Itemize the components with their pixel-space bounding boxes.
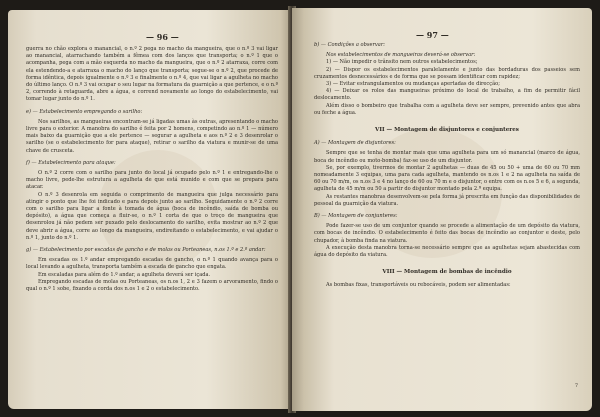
- paragraph: Em escaladas para além do 1.º andar, a agulheta deverá ser içada.: [38, 271, 211, 278]
- paragraph: guerra no chão explora o manancial, o n.º 2 pega no macho da mangueira, que o n.º 3 vai ligar ao manancial, atarrachando também a fêmea com dos lanços que transporta; o n.º 1 que o acompanha, pega com a mão esquerda no macho da mangueira, que o n.º 2 atarraxa, corre com ela estendendo-a e atarraxa o macho do lanço que transporta; segue-se o n.º 2, que procede de forma idêntica, depois igualmente o n.º 3 e finalmente o n.º 4, que vai ligar a agulheta no macho do último lanço. O n.º 3 vai ocupar o seu lugar na formatura da guarnição a que pertence, e o n.º 2, correndo à retaguarda, abre a água, e corrend novamente ao longo do estabelecimento, vai tomar lugar junto do n.º 1.: [26, 46, 278, 103]
- paragraph: O n.º 3 desenrola em seguida o comprimento de mangueira que julga necessário para atingir o ponto que lhe foi indicado e para depois junto ao sarilho. Seguidamente o n.º 2 corre com o sarilho para ligar a fonte à tomada de água (boca de incêndio, saída de bomba ou depósito), a água que começa a fluir-se, o n.º 1 corta de que o troço de mangueira que desenrolou já não pedem ser puxado pelo deslocamento do sarilho, evita mostrar ao n.º 2 que deve abrir a água, corre ao longo da mangueira, endireitando o estabelecimento, e vai ajudar o n.º 1, junto do n.º 1.: [26, 191, 278, 241]
- subheading: A) — Montagem de disjuntores:: [314, 140, 396, 147]
- paragraph: Empregando escadas de molas ou Porteaneas, os n.os 1, 2 e 3 fazem o arvoramento, findo o qual o n.º 1 sobe, fixando a corda dos n.os 1 e 2 o estabelecimento.: [26, 278, 278, 293]
- subheading: B) — Montagem de conjunteres:: [314, 213, 398, 220]
- list-item: 3) — Evitar estrangulamentos ou mudanças apertadas de direcção;: [326, 81, 500, 88]
- paragraph: O n.º 2 corre com o sarilho para junto do local já ocupado pelo n.º 1 e entregando-lhe o macho livre, pede-lhe estrutura a agulheta de que está munido e com que se prepara para atacar.: [26, 170, 278, 191]
- subheading: e) — Estabelecimento empregando o sarilho:: [26, 108, 143, 115]
- left-page: [8, 10, 292, 409]
- paragraph: Pode fazer-se uso de um conjuntor quando se procede a alimentação de um depósito da viatura, com bocas de incêndio. O estabelecimento é feito das bocas de incêndio ao conjuntor e deste, pelo chupador, à bomba finda na viatura.: [314, 223, 580, 244]
- left-page-number: — 96 —: [146, 32, 179, 42]
- right-page-number: — 97 —: [416, 30, 449, 40]
- right-page-body: [314, 42, 580, 290]
- left-page-body: [26, 46, 278, 293]
- right-page: [292, 8, 592, 411]
- paragraph: Além disso o bombeiro que trabalha com a agulheta deve ser sempre, prevenido antes que abra ou feche a água.: [314, 102, 580, 116]
- list-item: 2) — Dispor os estabelecimentos paralelamente e junto das bordaduras dos passeios sem cruzamentos desnecessários e de forma que se possam identificar com rapidez;: [314, 66, 580, 80]
- subheading: f) — Estabelecimento para ataque:: [26, 159, 116, 166]
- paragraph: Em escadas os 1.º andar empregando escadas de gancho, o n.º 1 quando avança para o local levando a agulheta, transporta também a escada de gancho que engata.: [26, 257, 278, 271]
- paragraph: Nos sarilhos, as mangueiras encontram-se já ligadas umas às outras, apresentando o macho livre para o exterior. A manobra do sarilho é feita por 2 homens, competindo ao n.º 1 — número mais baixo da guarnição que a ele pertence — segurar a agulheta e aos n.º 2 e 3 desenrolar o sarilho (se o estabelecimento for para ataque), retirar o sarilho da viatura e munir-se de uma chave de crusceta.: [26, 118, 278, 154]
- section-title: VIII — Montagem de bombas de incêndio: [382, 269, 512, 276]
- paragraph: As bombas fixas, transportáveis ou rebocáveis, podem ser alimentadas:: [326, 282, 511, 289]
- footer-mark: 7: [574, 383, 578, 389]
- paragraph: A execução desta manobra torna-se necessário sempre que as agulhetas sejam abastecidas com água do depósito da viatura.: [314, 244, 580, 259]
- paragraph: As restantes manobras desenvolvem-se pela forma já prescrita em função das disponibilidades de pessoal da guarnição da viatura.: [314, 193, 580, 207]
- subheading: g) — Estabelecimento por escadas de gancho e de molas ou Porteaneas, n.os 1.º e 2.º andar:: [26, 247, 266, 254]
- list-item: 4) — Deixar os rolos das mangueiras próximo do local de trabalho, a fim de permitir fácil deslocamento.: [314, 88, 580, 102]
- subheading: b) — Condições a observar:: [314, 42, 385, 48]
- paragraph: Se, por exemplo, tivermos de montar 2 agulhetas — duas de 45 ou 50 + uma de 60 ou 70 mm nomeadamente 3 equipas, uma para cada agulheta, mantendo os n.os 1 e 2 na agulheta na saída de 60 ou 70 m/m, os n.os 3 e 4 no lanço de 60 ou 70 m e o disjuntor, o entre com os n.os 5 e 6, a segunda, agulheta de 45 m/m ou 50 a partir do disjuntor montado pela 2.ª equipa.: [314, 164, 580, 193]
- paragraph: Nos estabelecimentos de mangueiras deverá-se observar:: [326, 52, 476, 59]
- paragraph: Sempre que se tenha de montar mais que uma agulheta para um só manancial (marco de água, boca de incêndio ou moto-bomba) faz-se uso de um disjuntor.: [314, 150, 580, 164]
- section-title: VII — Montagem de disjuntores e conjunteres: [375, 127, 519, 134]
- list-item: 1) — Não impedir o trânsito nem outros estabelecimentos;: [326, 59, 478, 66]
